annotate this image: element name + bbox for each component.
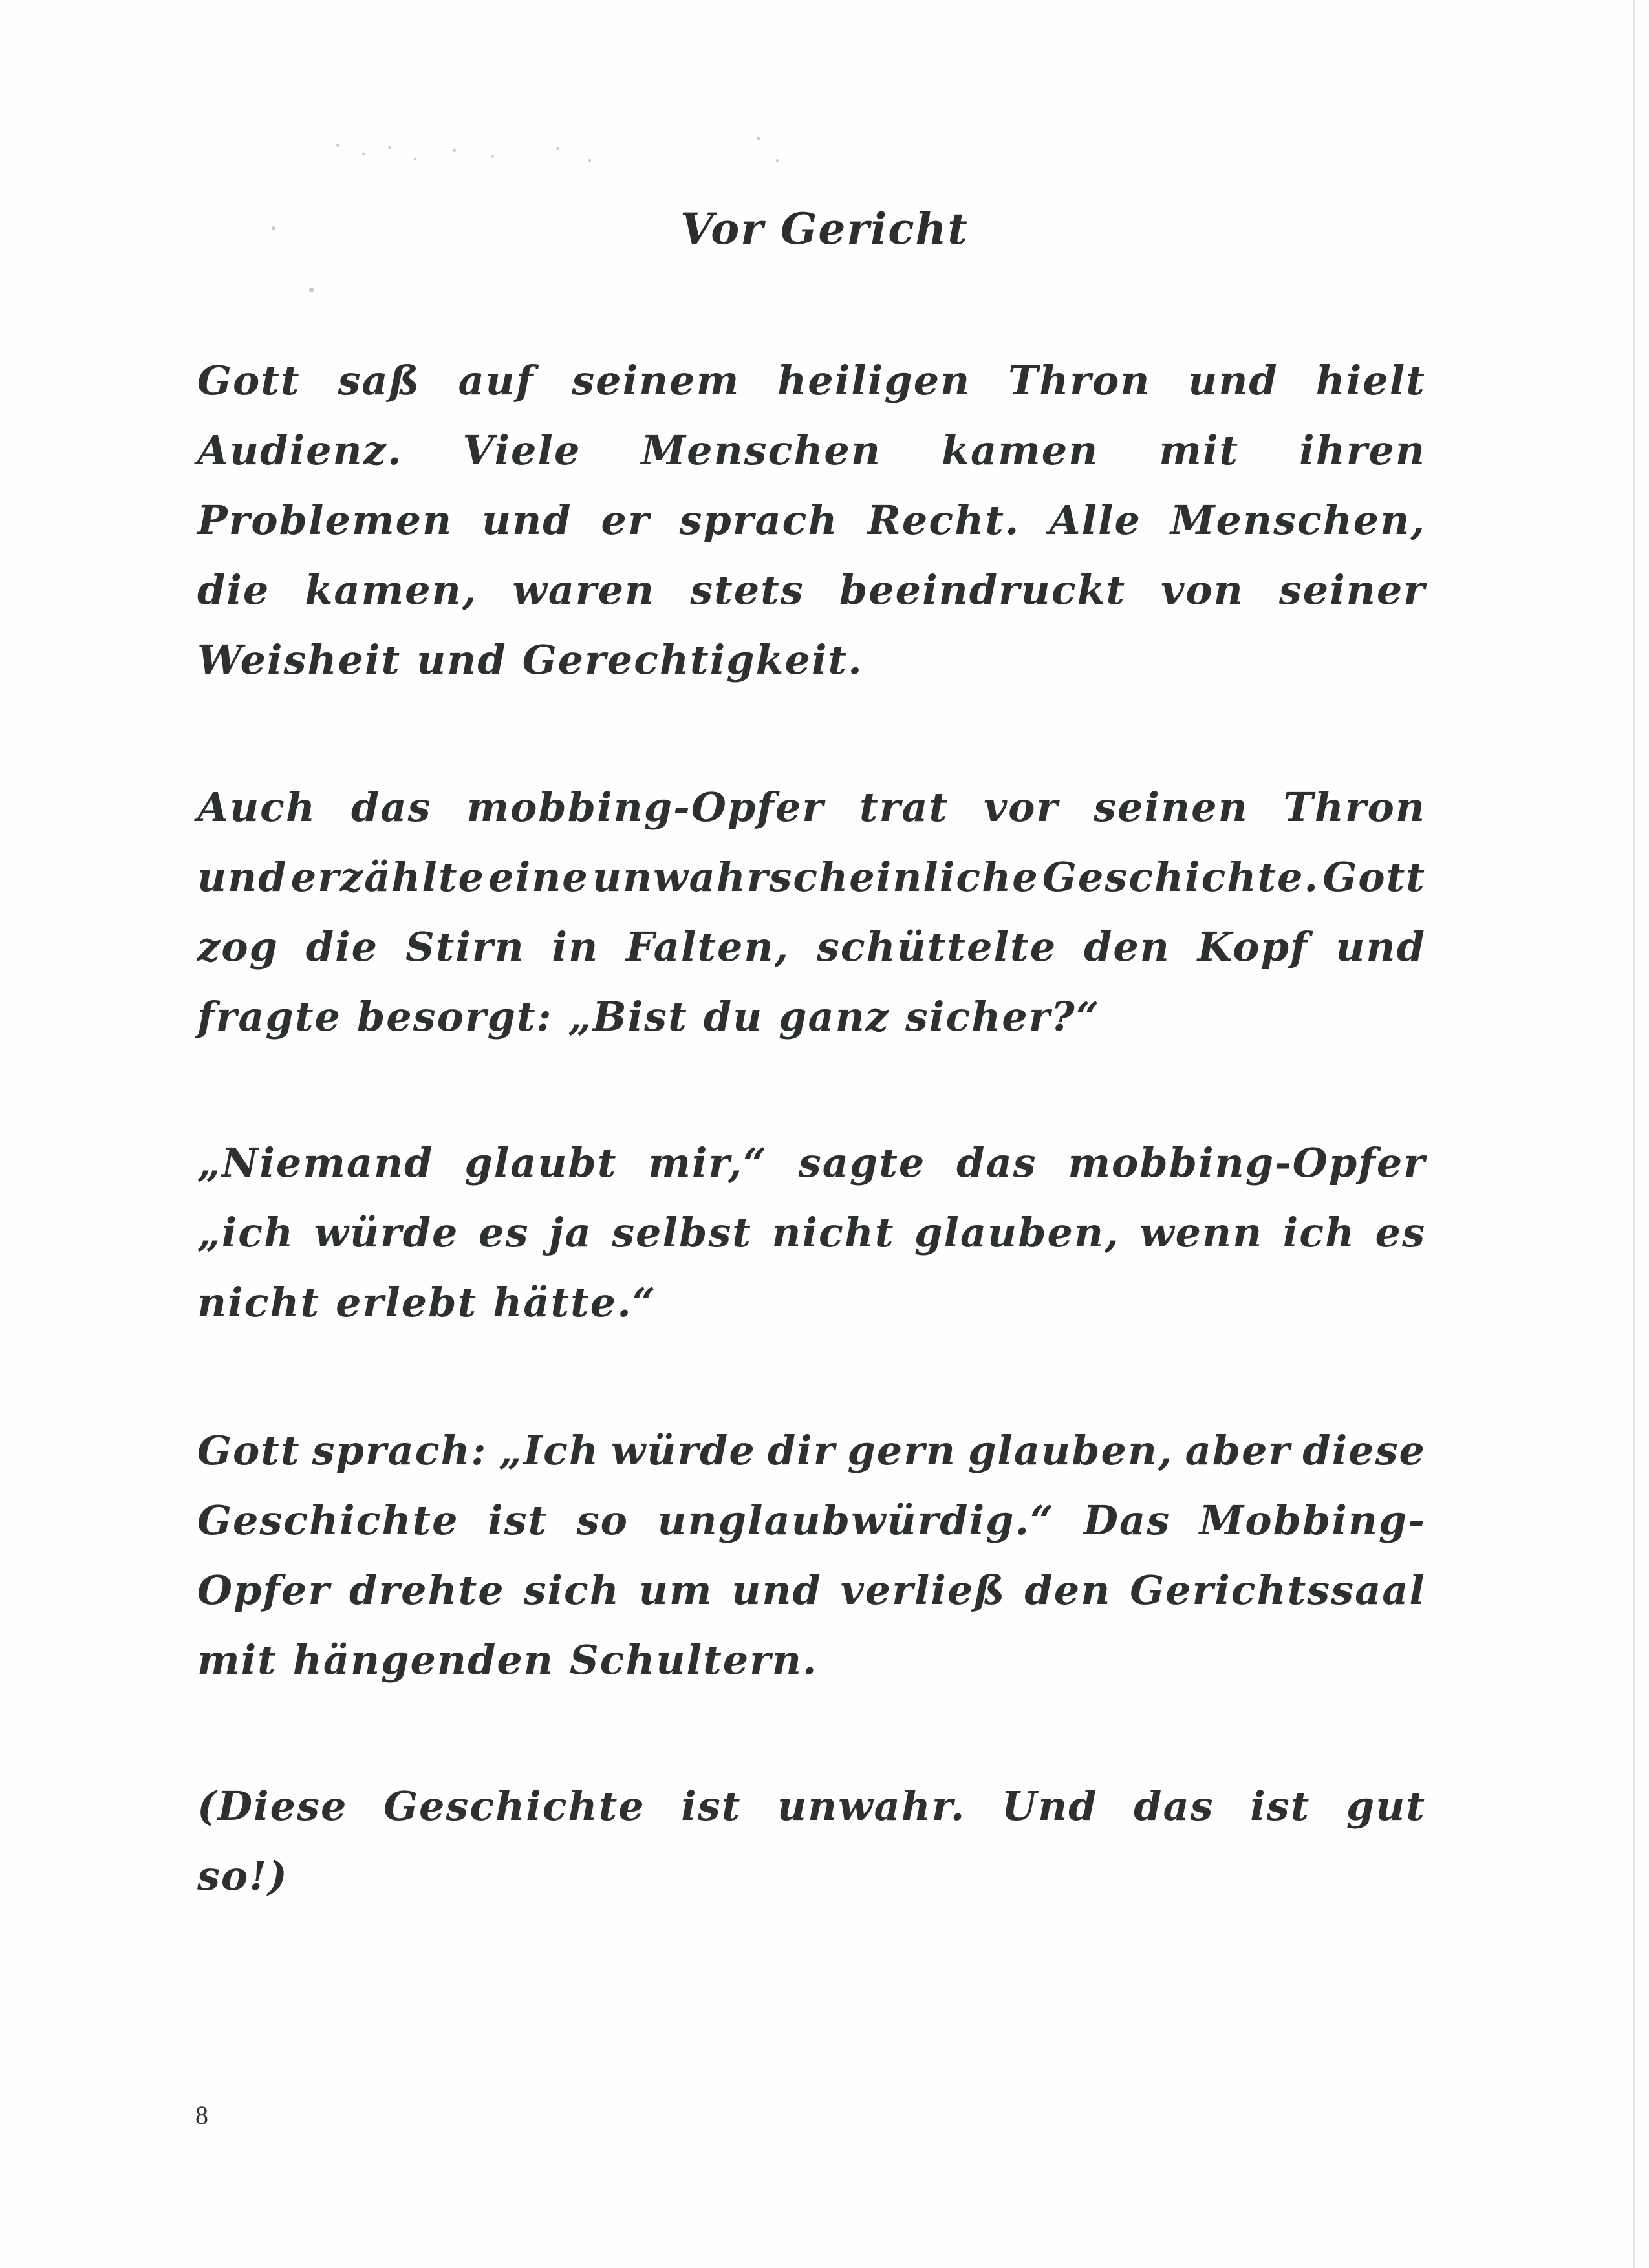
paragraph-1 <box>197 346 1426 695</box>
word: ihren <box>1299 427 1426 474</box>
word: Stirn <box>405 923 525 970</box>
text-line <box>197 842 1426 912</box>
word: Gott <box>197 357 301 404</box>
paragraph-4 <box>197 1416 1426 1695</box>
word: nicht <box>197 1279 321 1326</box>
word: saß <box>338 357 421 404</box>
word: hielt <box>1315 357 1426 404</box>
word: nicht <box>771 1209 895 1256</box>
word: Kopf <box>1197 923 1309 970</box>
scan-speck <box>453 149 456 152</box>
word: Opfer <box>197 1567 331 1614</box>
word: glauben, <box>967 1427 1174 1474</box>
word: auf <box>458 357 535 404</box>
page-number: 8 <box>195 2101 208 2130</box>
word: und <box>1188 357 1278 404</box>
word: Gerechtigkeit. <box>522 636 863 683</box>
word: mit <box>197 1636 277 1684</box>
text-line <box>197 773 1426 842</box>
word: den <box>1083 923 1170 970</box>
text-line <box>197 1416 1426 1486</box>
scan-speck <box>388 146 391 149</box>
word: und <box>197 853 288 901</box>
word: hätte.“ <box>493 1279 657 1326</box>
word: Viele <box>462 427 581 474</box>
word: die <box>197 566 270 614</box>
word: sprach: <box>312 1427 488 1474</box>
story-title: Vor Gericht <box>680 204 969 254</box>
word: Gott <box>1322 853 1426 901</box>
word: so!) <box>197 1852 288 1899</box>
text-line <box>197 625 1426 695</box>
text-line <box>197 1268 1426 1338</box>
word: drehte <box>349 1567 505 1614</box>
word: Menschen <box>641 427 881 474</box>
word: unwahrscheinliche <box>592 853 1039 901</box>
word: gern <box>847 1427 956 1474</box>
scan-speck <box>362 153 365 155</box>
word: Geschichte <box>383 1782 645 1830</box>
word: aber <box>1185 1427 1291 1474</box>
word: Geschichte <box>197 1497 459 1544</box>
word: ja <box>548 1209 592 1256</box>
word: und <box>731 1567 822 1614</box>
word: zog <box>197 923 279 970</box>
word: Gerichtssaal <box>1130 1567 1426 1614</box>
text-line <box>197 1771 1426 1841</box>
word: Geschichte. <box>1042 853 1320 901</box>
word: ist <box>1250 1782 1311 1830</box>
word: das <box>956 1139 1037 1186</box>
word: sagte <box>798 1139 926 1186</box>
text-line <box>197 1556 1426 1625</box>
word: Mobbing- <box>1199 1497 1426 1544</box>
word: hängenden <box>292 1636 554 1684</box>
word: diese <box>1302 1427 1426 1474</box>
word: es <box>479 1209 530 1256</box>
word: gut <box>1346 1782 1426 1830</box>
text-line <box>197 1128 1426 1198</box>
word: vor <box>984 784 1059 831</box>
word: Audienz. <box>197 427 403 474</box>
word: Falten, <box>626 923 790 970</box>
word: er <box>601 497 651 544</box>
word: mobbing-Opfer <box>1068 1139 1426 1186</box>
scan-speck <box>776 159 779 162</box>
scan-speck <box>556 147 559 150</box>
text-line <box>197 1486 1426 1556</box>
scan-speck <box>491 155 494 158</box>
paragraph-3 <box>197 1128 1426 1338</box>
word: mir,“ <box>648 1139 768 1186</box>
word: waren <box>512 566 656 614</box>
word: die <box>305 923 379 970</box>
word: fragte <box>197 993 341 1040</box>
word: den <box>1024 1567 1112 1614</box>
word: ist <box>681 1782 742 1830</box>
scan-speck <box>588 159 591 162</box>
scan-speck <box>336 144 339 147</box>
word: von <box>1161 566 1244 614</box>
paragraph-2 <box>197 773 1426 1052</box>
word: mobbing-Opfer <box>466 784 824 831</box>
word: du <box>703 993 764 1040</box>
word: in <box>552 923 599 970</box>
word: Recht. <box>867 497 1020 544</box>
word: „Bist <box>568 993 688 1040</box>
word: sich <box>523 1567 620 1614</box>
word: beeindruckt <box>839 566 1126 614</box>
word: und <box>1335 923 1426 970</box>
word: Problemen <box>197 497 453 544</box>
word: ist <box>488 1497 548 1544</box>
word: das <box>351 784 432 831</box>
word: Gott <box>197 1427 301 1474</box>
word: seiner <box>1278 566 1426 614</box>
word: Alle <box>1049 497 1141 544</box>
word: „Ich <box>499 1427 599 1474</box>
word: so <box>576 1497 629 1544</box>
word: erzählte <box>290 853 485 901</box>
word: sprach <box>679 497 839 544</box>
word: „Niemand <box>197 1139 434 1186</box>
word: das <box>1134 1782 1214 1830</box>
text-line <box>197 912 1426 982</box>
word: Auch <box>197 784 317 831</box>
word: selbst <box>612 1209 752 1256</box>
word: um <box>638 1567 713 1614</box>
scan-speck <box>414 158 416 160</box>
word: „ich <box>197 1209 295 1256</box>
scan-speck <box>309 288 314 292</box>
word: erlebt <box>336 1279 478 1326</box>
word: kamen, <box>305 566 478 614</box>
word: wenn <box>1139 1209 1264 1256</box>
word: eine <box>488 853 589 901</box>
word: mit <box>1159 427 1240 474</box>
text-line <box>197 346 1426 416</box>
word: Thron <box>1283 784 1426 831</box>
word: (Diese <box>197 1782 348 1830</box>
word: schüttelte <box>816 923 1057 970</box>
word: Weisheit <box>197 636 402 683</box>
word: und <box>416 636 507 683</box>
word: glaubt <box>464 1139 618 1186</box>
text-line <box>197 555 1426 625</box>
word: Menschen, <box>1170 497 1426 544</box>
text-line <box>197 1198 1426 1268</box>
word: seinen <box>1094 784 1249 831</box>
word: stets <box>690 566 804 614</box>
word: glauben, <box>914 1209 1120 1256</box>
paragraph-5 <box>197 1771 1426 1911</box>
word: Thron <box>1008 357 1151 404</box>
word: ich <box>1282 1209 1356 1256</box>
word: kamen <box>941 427 1099 474</box>
word: Und <box>1002 1782 1098 1830</box>
word: trat <box>859 784 949 831</box>
word: würde <box>314 1209 459 1256</box>
word: Schultern. <box>569 1636 818 1684</box>
text-line <box>197 982 1426 1052</box>
word: es <box>1375 1209 1426 1256</box>
text-line <box>197 1625 1426 1695</box>
word: sicher?“ <box>905 993 1101 1040</box>
text-line <box>197 1841 1426 1911</box>
word: unglaubwürdig.“ <box>657 1497 1055 1544</box>
word: dir <box>767 1427 836 1474</box>
word: verließ <box>840 1567 1006 1614</box>
scan-speck <box>757 137 760 140</box>
text-line <box>197 486 1426 555</box>
word: würde <box>610 1427 756 1474</box>
word: ganz <box>779 993 890 1040</box>
word: heiligen <box>777 357 971 404</box>
word: unwahr. <box>777 1782 966 1830</box>
word: und <box>482 497 572 544</box>
scan-edge-line <box>1633 0 1635 2268</box>
word: seinem <box>572 357 740 404</box>
word: Das <box>1083 1497 1171 1544</box>
text-line <box>197 416 1426 486</box>
word: besorgt: <box>356 993 553 1040</box>
